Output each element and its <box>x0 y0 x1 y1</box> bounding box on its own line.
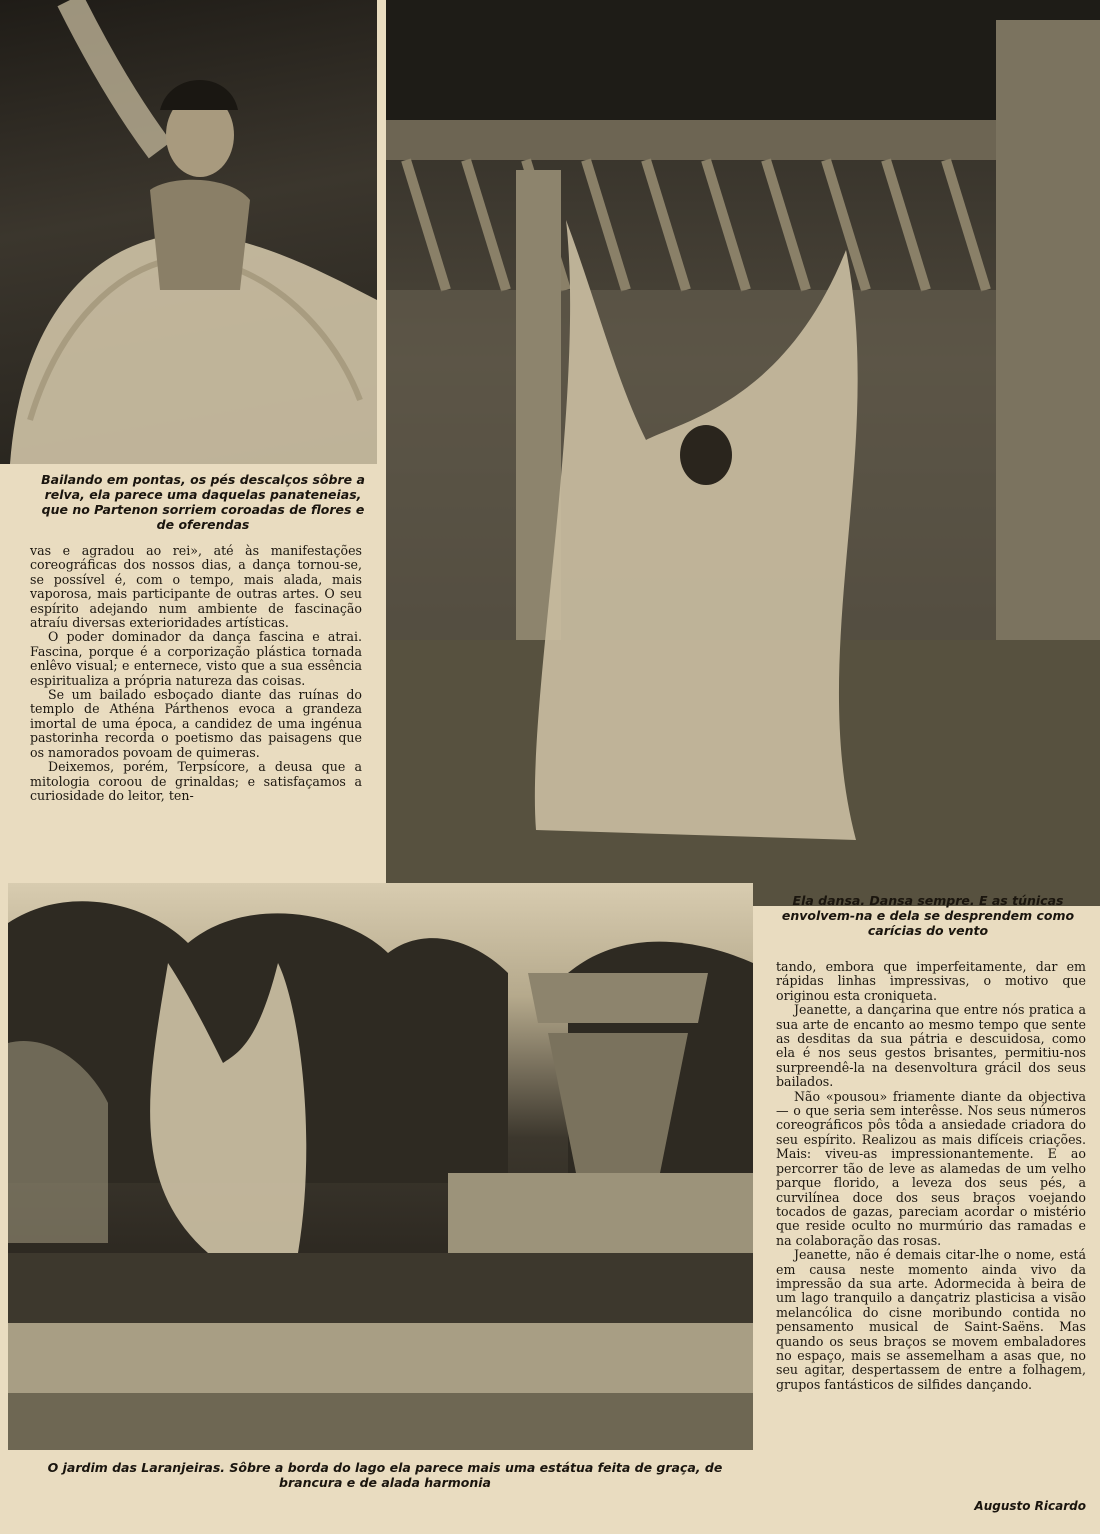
paragraph: Deixemos, porém, Terpsícore, a deusa que a mitologia coroou de grinaldas; e satisfaçamos a curiosidade do leitor, ten- <box>30 759 362 803</box>
paragraph: tando, embora que imperfeitamente, dar em rápidas linhas impressivas, o motivo que originou esta croniqueta. <box>776 959 1086 1003</box>
caption-right-middle: Ela dansa. Dansa sempre. E as túnicas envolvem-na e dela se desprendem como carícias do vento <box>781 893 1075 938</box>
article-left-column <box>30 544 362 803</box>
photo-dancer-pergola <box>386 0 1100 906</box>
caption-top-left: Bailando em pontas, os pés descalços sôbre a relva, ela parece uma daquelas panateneias, que no Partenon sorriem coroadas de flores e de oferendas <box>41 472 365 532</box>
photo-dancer-fountain <box>8 883 753 1450</box>
byline: Augusto Ricardo <box>974 1499 1086 1513</box>
paragraph: O poder dominador da dança fascina e atrai. Fascina, porque é a corporização plástica tornada enlêvo visual; e enternece, visto que a sua essência espiritualiza a própria natureza das coisas. <box>30 629 362 688</box>
paragraph: Se um bailado esboçado diante das ruínas do templo de Athéna Párthenos evoca a grandeza imortal de uma época, a candidez de uma ingénua pastorinha recorda o poetismo das paisagens que os namorados povoam de quimeras. <box>30 687 362 760</box>
paragraph: Jeanette, a dançarina que entre nós pratica a sua arte de encanto ao mesmo tempo que sente as desditas da sua pátria e descuidosa, como ela é nos seus gestos brisantes, permitiu-nos surpreendê-la na desenvoltura grácil dos seus bailados. <box>776 1002 1086 1090</box>
photo-dancer-closeup <box>0 0 377 464</box>
caption-bottom: O jardim das Laranjeiras. Sôbre a borda do lago ela parece mais uma estátua feita de graça, de brancura e de alada harmonia <box>47 1460 723 1490</box>
paragraph: Não «pousou» friamente diante da objectiva — o que seria sem interêsse. Nos seus números coreográficos pôs tôda a ansiedade criadora do seu espírito. Realizou as mais difíceis criações. Mais: viveu-as impressionantemente. E ao percorrer tão de leve as alamedas de um velho parque florido, a leveza dos seus pés, a curvilínea doce dos seus braços voejando tocados de gazas, pareciam acordar o mistério que reside oculto no murmúrio das ramadas e na colaboração das rosas. <box>776 1088 1086 1248</box>
article-right-column <box>776 960 1086 1392</box>
paragraph: Jeanette, não é demais citar-lhe o nome, está em causa neste momento ainda vivo da impressão da sua arte. Adormecida à beira de um lago tranquilo a dançatriz plasticisa a visão melancólica do cisne moribundo contida no pensamento musical de Saint-Saëns. Mas quando os seus braços se movem embaladores no espaço, mais se assemelham a asas que, no seu agitar, despertassem de entre a folhagem, grupos fantásticos de silfides dançando. <box>776 1247 1086 1392</box>
paragraph: vas e agradou ao rei», até às manifestações coreográficas dos nossos dias, a dança tornou-se, se possível é, com o tempo, mais alada, mais vaporosa, mais participante de outras artes. O seu espírito adejando num ambiente de fascinação atraíu diversas exterioridades artísticas. <box>30 543 362 631</box>
